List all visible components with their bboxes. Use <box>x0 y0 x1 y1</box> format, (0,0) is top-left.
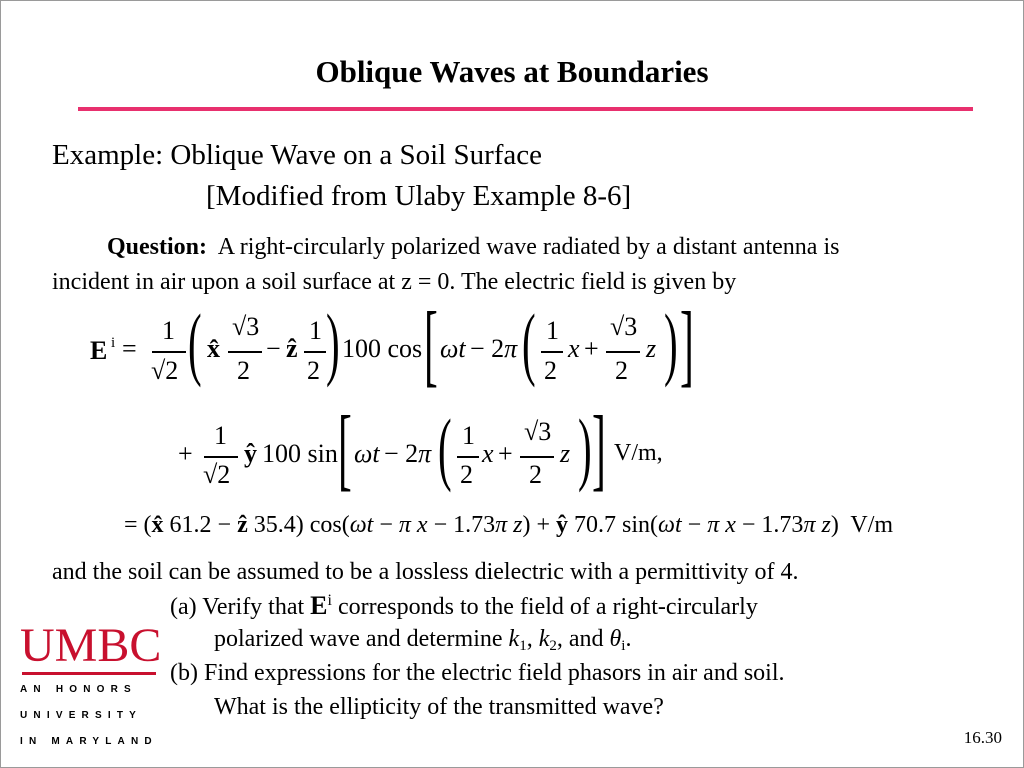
part-a-prefix: (a) Verify that <box>170 594 311 620</box>
question-text-line1: A right-circularly polarized wave radiated by a distant antenna is <box>217 234 840 260</box>
part-b-line2: What is the ellipticity of the transmitted wave? <box>214 694 664 720</box>
after-equation-text: and the soil can be assumed to be a lossless dielectric with a permittivity of 4. <box>52 559 799 585</box>
part-b-line1: (b) Find expressions for the electric field phasors in air and soil. <box>170 660 785 686</box>
page-number: 16.30 <box>963 728 1002 747</box>
example-source: [Modified from Ulaby Example 8-6] <box>206 180 632 212</box>
example-heading: Example: Oblique Wave on a Soil Surface <box>52 139 542 171</box>
question-paragraph <box>107 235 839 259</box>
question-text-line2: incident in air upon a soil surface at z = 0. The electric field is given by <box>52 269 737 295</box>
umbc-tagline-2: UNIVERSITY <box>20 710 143 721</box>
question-label: Question: <box>107 234 208 260</box>
umbc-tagline-3: IN MARYLAND <box>20 736 158 747</box>
umbc-tagline-1: AN HONORS <box>20 684 137 695</box>
slide-title: Oblique Waves at Boundaries <box>315 54 709 89</box>
title-underline <box>78 107 973 111</box>
umbc-wordmark: UMBC <box>20 619 162 672</box>
part-a-line2: polarized wave and determine $k_1$, $k_2$, and $\theta_i$. <box>214 626 632 654</box>
part-a-suffix: corresponds to the field of a right-circularly <box>331 594 758 620</box>
part-a-line1: (a) Verify that $E^i$ corresponds to the field of a right-circularly <box>170 591 758 620</box>
umbc-logo-bar <box>22 672 156 675</box>
part-a2-prefix: polarized wave and determine <box>214 626 509 652</box>
